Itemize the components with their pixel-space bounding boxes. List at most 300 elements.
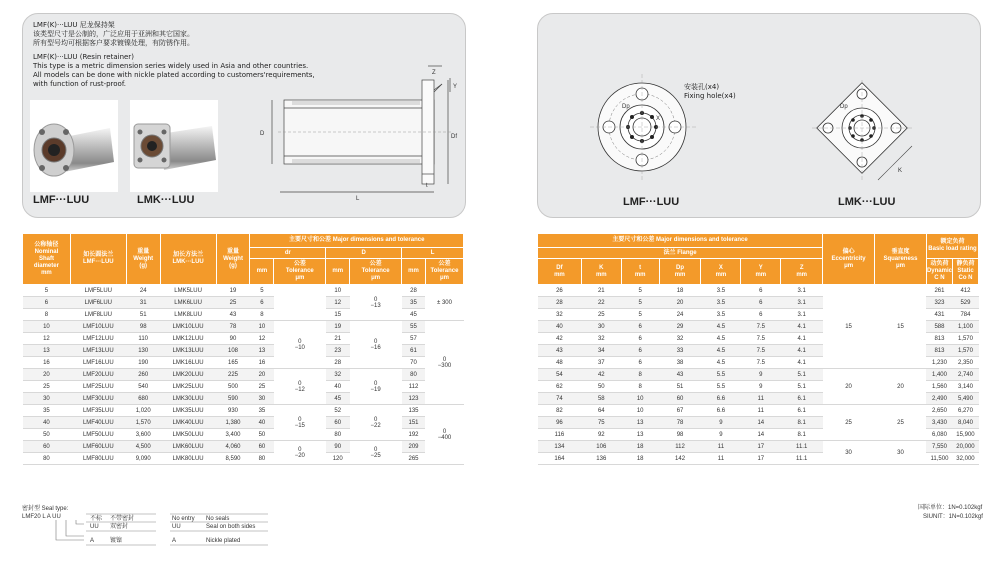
- dim-label-l: L: [356, 196, 360, 202]
- th-dr: dr: [250, 248, 326, 259]
- lmk-weight-cell: 165: [216, 357, 250, 369]
- flange-y-cell: 11: [741, 393, 781, 405]
- flange-t-cell: 8: [621, 381, 659, 393]
- flange-dp-cell: 33: [659, 345, 701, 357]
- th-L-mm: mm: [402, 259, 426, 285]
- table-row: [23, 405, 464, 417]
- shaft-cell: 6: [23, 297, 71, 309]
- th-load-rating: 额定负荷 Basic load rating: [926, 234, 978, 259]
- th-col-k: K mm: [581, 259, 621, 285]
- shaft-cell: 5: [23, 285, 71, 297]
- dr-mm-cell: 35: [250, 405, 274, 417]
- shaft-cell: 16: [23, 357, 71, 369]
- shaft-cell: 40: [23, 417, 71, 429]
- flange-t-cell: 13: [621, 417, 659, 429]
- seal-type-code: LMF20 L A UU: [22, 514, 61, 520]
- eccentricity-cell: 30: [823, 441, 875, 465]
- flange-y-cell: 17: [741, 441, 781, 453]
- dr-mm-cell: 40: [250, 417, 274, 429]
- lmf-weight-cell: 1,020: [126, 405, 160, 417]
- dynamic-load-cell: 588: [926, 321, 952, 333]
- flange-k-cell: 21: [581, 285, 621, 297]
- legend-a-cn: 镀镍: [110, 538, 123, 544]
- lmk-weight-cell: 500: [216, 381, 250, 393]
- dynamic-load-cell: 261: [926, 285, 952, 297]
- lmf-weight-cell: 130: [126, 345, 160, 357]
- dynamic-load-cell: 11,500: [926, 453, 952, 465]
- flange-dp-cell: 67: [659, 405, 701, 417]
- th-col-x: X mm: [701, 259, 741, 285]
- lmk-cell: LMK8LUU: [160, 309, 216, 321]
- flange-x-cell: 4.5: [701, 345, 741, 357]
- legend-cn-uu: UU: [90, 524, 99, 530]
- flange-t-cell: 5: [621, 285, 659, 297]
- dynamic-load-cell: 323: [926, 297, 952, 309]
- shaft-cell: 25: [23, 381, 71, 393]
- spec-table-left: [22, 233, 464, 465]
- desc-cn-2: 所有型号均可根据客户要求镀镍处理，有防锈作用。: [33, 39, 194, 47]
- lmk-cell: LMK12LUU: [160, 333, 216, 345]
- table-row: [23, 369, 464, 381]
- th-shaft: 公称轴径 Nominal Shaft diameter mm: [23, 234, 71, 285]
- L-mm-cell: 192: [402, 429, 426, 441]
- flange-df-cell: 82: [538, 405, 582, 417]
- flange-dp-cell: 98: [659, 429, 701, 441]
- th-dr-mm: mm: [250, 259, 274, 285]
- dr-mm-cell: 12: [250, 333, 274, 345]
- legend-rules: [86, 512, 276, 548]
- L-mm-cell: 123: [402, 393, 426, 405]
- D-mm-cell: 10: [326, 285, 350, 297]
- flange-y-cell: 17: [741, 453, 781, 465]
- lmk-weight-cell: 19: [216, 285, 250, 297]
- th-D-tol: 公差 Tolerance μm: [350, 259, 402, 285]
- dr-mm-cell: 30: [250, 393, 274, 405]
- shaft-cell: 12: [23, 333, 71, 345]
- D-mm-cell: 32: [326, 369, 350, 381]
- dr-tolerance-cell: 0 −10: [274, 321, 326, 369]
- legend-en-uu: UU: [172, 524, 181, 530]
- flange-k-cell: 75: [581, 417, 621, 429]
- table-row: [23, 321, 464, 333]
- legend-en-none-desc: No seals: [206, 516, 230, 522]
- lmf-cell: LMF10LUU: [70, 321, 126, 333]
- eccentricity-cell: 25: [823, 405, 875, 441]
- L-mm-cell: 151: [402, 417, 426, 429]
- flange-y-cell: 7.5: [741, 357, 781, 369]
- shaft-cell: 8: [23, 309, 71, 321]
- flange-df-cell: 62: [538, 381, 582, 393]
- flange-x-cell: 3.5: [701, 309, 741, 321]
- legend-cn-none: 不标: [90, 516, 103, 522]
- flange-k-cell: 64: [581, 405, 621, 417]
- dynamic-load-cell: 813: [926, 345, 952, 357]
- flange-t-cell: 6: [621, 345, 659, 357]
- lmf-weight-cell: 9,090: [126, 453, 160, 465]
- flange-z-cell: 5.1: [781, 369, 823, 381]
- D-mm-cell: 23: [326, 345, 350, 357]
- lmk-cell: LMK50LUU: [160, 429, 216, 441]
- lmf-weight-cell: 3,600: [126, 429, 160, 441]
- D-mm-cell: 15: [326, 309, 350, 321]
- flange-t-cell: 13: [621, 429, 659, 441]
- flange-df-cell: 96: [538, 417, 582, 429]
- L-mm-cell: 28: [402, 285, 426, 297]
- D-mm-cell: 19: [326, 321, 350, 333]
- lmf-cell: LMF20LUU: [70, 369, 126, 381]
- lmf-weight-cell: 260: [126, 369, 160, 381]
- squareness-cell: 30: [875, 441, 927, 465]
- D-tolerance-cell: 0 −22: [350, 405, 402, 441]
- lmf-weight-cell: 31: [126, 297, 160, 309]
- dynamic-load-cell: 813: [926, 333, 952, 345]
- lmk-weight-cell: 78: [216, 321, 250, 333]
- flange-k-cell: 30: [581, 321, 621, 333]
- D-tolerance-cell: 0 −13: [350, 285, 402, 321]
- flange-x-cell: 9: [701, 417, 741, 429]
- shaft-cell: 10: [23, 321, 71, 333]
- lmf-weight-cell: 680: [126, 393, 160, 405]
- flange-y-cell: 6: [741, 297, 781, 309]
- dynamic-load-cell: 1,230: [926, 357, 952, 369]
- dr-mm-cell: 80: [250, 453, 274, 465]
- lmk-cell: LMK60LUU: [160, 441, 216, 453]
- L-tolerance-cell: ± 300: [425, 285, 463, 321]
- flange-df-cell: 116: [538, 429, 582, 441]
- lmk-weight-cell: 3,400: [216, 429, 250, 441]
- static-load-cell: 3,140: [952, 381, 978, 393]
- flange-df-cell: 40: [538, 321, 582, 333]
- flange-t-cell: 5: [621, 297, 659, 309]
- dim-label-y: Y: [453, 84, 458, 90]
- flange-z-cell: 5.1: [781, 381, 823, 393]
- static-load-cell: 15,900: [952, 429, 978, 441]
- legend-en-uu-desc: Seal on both sides: [206, 524, 256, 530]
- spec-table-right: [537, 233, 979, 465]
- legend-a-en-code: A: [172, 538, 177, 544]
- D-mm-cell: 80: [326, 429, 350, 441]
- table-row: [23, 285, 464, 297]
- legend-a-code: A: [90, 538, 95, 544]
- label-lmk-left: LMK···LUU: [137, 194, 195, 206]
- flange-dp-cell: 24: [659, 309, 701, 321]
- th-static: 静负荷 Static Co N: [952, 259, 978, 285]
- dr-tolerance-cell: 0 −15: [274, 405, 326, 441]
- L-tolerance-cell: 0 −300: [425, 321, 463, 405]
- D-mm-cell: 28: [326, 357, 350, 369]
- flange-y-cell: 11: [741, 405, 781, 417]
- D-tolerance-cell: 0 −19: [350, 369, 402, 405]
- L-mm-cell: 209: [402, 441, 426, 453]
- flange-k-cell: 58: [581, 393, 621, 405]
- static-load-cell: 32,000: [952, 453, 978, 465]
- fixing-hole-en: Fixing hole(x4): [684, 92, 736, 100]
- dr-mm-cell: 13: [250, 345, 274, 357]
- D-mm-cell: 120: [326, 453, 350, 465]
- dr-mm-cell: 50: [250, 429, 274, 441]
- dynamic-load-cell: 2,490: [926, 393, 952, 405]
- flange-t-cell: 6: [621, 333, 659, 345]
- flange-z-cell: 6.1: [781, 393, 823, 405]
- dim-label-d: D: [260, 131, 265, 137]
- flange-z-cell: 8.1: [781, 417, 823, 429]
- lmf-cell: LMF6LUU: [70, 297, 126, 309]
- th-weight-lmk: 重量 Weight (g): [216, 234, 250, 285]
- legend-cn-uu-desc: 双密封: [110, 524, 129, 530]
- flange-t-cell: 18: [621, 441, 659, 453]
- flange-t-cell: 8: [621, 369, 659, 381]
- flange-dp-cell: 142: [659, 453, 701, 465]
- flange-k-cell: 92: [581, 429, 621, 441]
- title-cn: LMF(K)···LUU 尼龙保持架: [33, 21, 115, 29]
- table-row: [538, 441, 979, 453]
- th-col-dp: Dp mm: [659, 259, 701, 285]
- flange-dp-cell: 29: [659, 321, 701, 333]
- unit-line-1: 国际单位：1N=0.102kgf: [918, 505, 983, 511]
- lmf-cell: LMF8LUU: [70, 309, 126, 321]
- lmf-weight-cell: 540: [126, 381, 160, 393]
- static-load-cell: 2,350: [952, 357, 978, 369]
- flange-k-cell: 42: [581, 369, 621, 381]
- static-load-cell: 8,040: [952, 417, 978, 429]
- flange-k-cell: 136: [581, 453, 621, 465]
- lmk-weight-cell: 90: [216, 333, 250, 345]
- static-load-cell: 1,570: [952, 333, 978, 345]
- lmf-weight-cell: 4,500: [126, 441, 160, 453]
- dynamic-load-cell: 1,560: [926, 381, 952, 393]
- lmk-cell: LMK16LUU: [160, 357, 216, 369]
- lmf-weight-cell: 98: [126, 321, 160, 333]
- flange-df-cell: 164: [538, 453, 582, 465]
- flange-dp-cell: 20: [659, 297, 701, 309]
- D-mm-cell: 21: [326, 333, 350, 345]
- legend-a-en: Nickle plated: [206, 538, 241, 544]
- th-lmk: 加长方法兰 LMK···LUU: [160, 234, 216, 285]
- lmk-weight-cell: 590: [216, 393, 250, 405]
- L-mm-cell: 265: [402, 453, 426, 465]
- shaft-cell: 60: [23, 441, 71, 453]
- D-tolerance-cell: 0 −16: [350, 321, 402, 369]
- flange-df-cell: 134: [538, 441, 582, 453]
- th-dynamic: 动负荷 Dynamic C N: [926, 259, 952, 285]
- lmf-cell: LMF12LUU: [70, 333, 126, 345]
- flange-t-cell: 5: [621, 309, 659, 321]
- dim-label-x-left: X: [656, 116, 661, 122]
- flange-x-cell: 9: [701, 429, 741, 441]
- static-load-cell: 2,740: [952, 369, 978, 381]
- lmf-cell: LMF25LUU: [70, 381, 126, 393]
- flange-z-cell: 6.1: [781, 405, 823, 417]
- flange-dp-cell: 112: [659, 441, 701, 453]
- lmk-weight-cell: 930: [216, 405, 250, 417]
- D-mm-cell: 45: [326, 393, 350, 405]
- flange-t-cell: 10: [621, 393, 659, 405]
- flange-y-cell: 7.5: [741, 345, 781, 357]
- lmk-cell: LMK10LUU: [160, 321, 216, 333]
- th-L-tol: 公差 Tolerance μm: [425, 259, 463, 285]
- flange-z-cell: 3.1: [781, 297, 823, 309]
- flange-t-cell: 6: [621, 321, 659, 333]
- flange-dp-cell: 60: [659, 393, 701, 405]
- lmf-weight-cell: 24: [126, 285, 160, 297]
- flange-z-cell: 11.1: [781, 441, 823, 453]
- lmk-cell: LMK6LUU: [160, 297, 216, 309]
- shaft-cell: 20: [23, 369, 71, 381]
- label-lmk-right: LMK···LUU: [838, 196, 896, 208]
- dr-mm-cell: 16: [250, 357, 274, 369]
- L-mm-cell: 35: [402, 297, 426, 309]
- lmk-cell: LMK35LUU: [160, 405, 216, 417]
- dynamic-load-cell: 1,400: [926, 369, 952, 381]
- dr-mm-cell: 5: [250, 285, 274, 297]
- th-major-dims-right: 主要尺寸和公差 Major dimensions and tolerance: [538, 234, 823, 248]
- flange-df-cell: 54: [538, 369, 582, 381]
- flange-df-cell: 32: [538, 309, 582, 321]
- title-en: LMF(K)···LUU (Resin retainer): [33, 53, 134, 61]
- dr-mm-cell: 8: [250, 309, 274, 321]
- flange-k-cell: 106: [581, 441, 621, 453]
- flange-df-cell: 26: [538, 285, 582, 297]
- lmf-cell: LMF5LUU: [70, 285, 126, 297]
- D-tolerance-cell: 0 −25: [350, 441, 402, 465]
- lmk-weight-cell: 43: [216, 309, 250, 321]
- flange-x-cell: 4.5: [701, 333, 741, 345]
- lmk-weight-cell: 8,590: [216, 453, 250, 465]
- legend-en-none: No entry: [172, 516, 195, 522]
- static-load-cell: 6,270: [952, 405, 978, 417]
- lmk-weight-cell: 25: [216, 297, 250, 309]
- lmf-weight-cell: 190: [126, 357, 160, 369]
- flange-x-cell: 6.6: [701, 405, 741, 417]
- flange-t-cell: 18: [621, 453, 659, 465]
- lmk-cell: LMK30LUU: [160, 393, 216, 405]
- flange-x-cell: 5.5: [701, 369, 741, 381]
- flange-k-cell: 32: [581, 333, 621, 345]
- flange-y-cell: 14: [741, 417, 781, 429]
- dr-tolerance-cell: [274, 285, 326, 321]
- flange-z-cell: 4.1: [781, 333, 823, 345]
- shaft-cell: 50: [23, 429, 71, 441]
- table-row: [538, 285, 979, 297]
- lmk-weight-cell: 1,380: [216, 417, 250, 429]
- static-load-cell: 1,100: [952, 321, 978, 333]
- flange-z-cell: 4.1: [781, 357, 823, 369]
- flange-x-cell: 11: [701, 453, 741, 465]
- th-weight-lmf: 重量 Weight (g): [126, 234, 160, 285]
- flange-y-cell: 14: [741, 429, 781, 441]
- L-mm-cell: 55: [402, 321, 426, 333]
- th-D: D: [326, 248, 402, 259]
- flange-dp-cell: 43: [659, 369, 701, 381]
- th-D-mm: mm: [326, 259, 350, 285]
- L-mm-cell: 57: [402, 333, 426, 345]
- flange-z-cell: 8.1: [781, 429, 823, 441]
- flange-dp-cell: 18: [659, 285, 701, 297]
- label-lmf-left: LMF···LUU: [33, 194, 90, 206]
- L-mm-cell: 135: [402, 405, 426, 417]
- flange-x-cell: 4.5: [701, 321, 741, 333]
- L-mm-cell: 80: [402, 369, 426, 381]
- flange-t-cell: 6: [621, 357, 659, 369]
- flange-y-cell: 9: [741, 369, 781, 381]
- flange-k-cell: 25: [581, 309, 621, 321]
- lmf-cell: LMF60LUU: [70, 441, 126, 453]
- flange-df-cell: 42: [538, 333, 582, 345]
- L-mm-cell: 70: [402, 357, 426, 369]
- lmf-weight-cell: 1,570: [126, 417, 160, 429]
- L-mm-cell: 45: [402, 309, 426, 321]
- dr-mm-cell: 6: [250, 297, 274, 309]
- fixing-hole-cn: 安装孔(x4): [684, 83, 720, 91]
- label-lmf-right: LMF···LUU: [623, 196, 680, 208]
- flange-z-cell: 4.1: [781, 321, 823, 333]
- static-load-cell: 20,000: [952, 441, 978, 453]
- lmk-weight-cell: 225: [216, 369, 250, 381]
- lmk-cell: LMK13LUU: [160, 345, 216, 357]
- th-dr-tol: 公差 Tolerance μm: [274, 259, 326, 285]
- static-load-cell: 784: [952, 309, 978, 321]
- lmk-bearing-photo: [130, 100, 218, 192]
- D-mm-cell: 60: [326, 417, 350, 429]
- flange-df-cell: 48: [538, 357, 582, 369]
- table-row: [23, 441, 464, 453]
- flange-x-cell: 6.6: [701, 393, 741, 405]
- static-load-cell: 1,570: [952, 345, 978, 357]
- th-L: L: [402, 248, 464, 259]
- lmk-cell: LMK5LUU: [160, 285, 216, 297]
- lmf-cell: LMF80LUU: [70, 453, 126, 465]
- flange-y-cell: 7.5: [741, 321, 781, 333]
- D-mm-cell: 52: [326, 405, 350, 417]
- desc-en-2: All models can be done with nickle plated according to customers'requirements,: [33, 71, 315, 79]
- flange-t-cell: 10: [621, 405, 659, 417]
- desc-en-3: with function of rust-proof.: [33, 80, 127, 88]
- flange-df-cell: 28: [538, 297, 582, 309]
- flange-z-cell: 11.1: [781, 453, 823, 465]
- th-col-y: Y mm: [741, 259, 781, 285]
- D-mm-cell: 40: [326, 381, 350, 393]
- lmf-bearing-photo: [30, 100, 118, 192]
- lmf-cell: LMF40LUU: [70, 417, 126, 429]
- flange-z-cell: 3.1: [781, 309, 823, 321]
- lmf-cell: LMF50LUU: [70, 429, 126, 441]
- desc-cn-1: 该类型尺寸是公制的，广泛应用于亚洲和其它国家。: [33, 30, 194, 38]
- flange-x-cell: 3.5: [701, 297, 741, 309]
- static-load-cell: 5,490: [952, 393, 978, 405]
- th-squareness: 垂直度 Squareness μm: [875, 234, 927, 285]
- eccentricity-cell: 20: [823, 369, 875, 405]
- th-lmf: 如长圆法兰 LMF···LUU: [70, 234, 126, 285]
- unit-line-2: SIUNIT：1N=0.102kgf: [923, 514, 983, 520]
- dim-label-dp-right: Dp: [840, 104, 848, 110]
- dr-mm-cell: 10: [250, 321, 274, 333]
- dim-label-df: Df: [451, 134, 457, 140]
- flange-z-cell: 3.1: [781, 285, 823, 297]
- legend-cn-none-desc: 不带密封: [110, 516, 135, 522]
- table-row: [538, 405, 979, 417]
- dim-label-z: Z: [432, 70, 436, 76]
- table-row: [538, 369, 979, 381]
- flange-y-cell: 6: [741, 309, 781, 321]
- squareness-cell: 25: [875, 405, 927, 441]
- lmk-cell: LMK25LUU: [160, 381, 216, 393]
- D-mm-cell: 90: [326, 441, 350, 453]
- flange-y-cell: 7.5: [741, 333, 781, 345]
- flange-k-cell: 22: [581, 297, 621, 309]
- lmf-cell: LMF13LUU: [70, 345, 126, 357]
- lmf-cell: LMF16LUU: [70, 357, 126, 369]
- flange-k-cell: 37: [581, 357, 621, 369]
